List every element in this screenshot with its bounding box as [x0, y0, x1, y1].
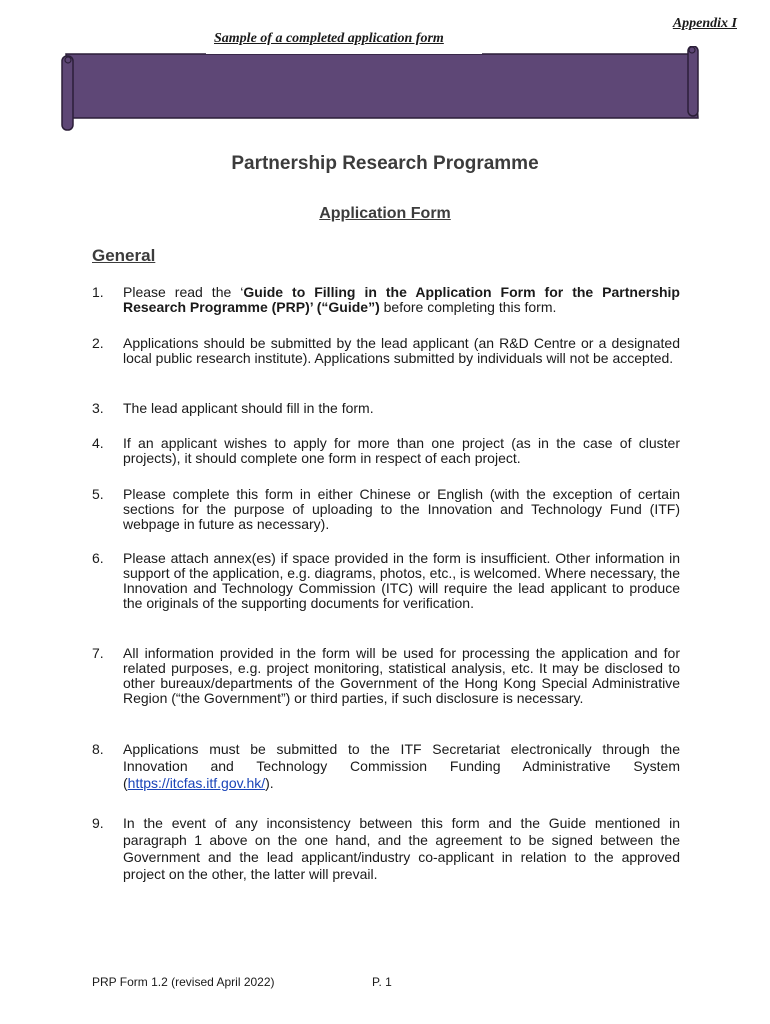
list-item [92, 646, 680, 706]
list-item [92, 487, 680, 532]
item-number: 5. [92, 486, 104, 502]
appendix-label: Appendix I [672, 16, 737, 31]
item-number: 4. [92, 435, 104, 451]
list-item [92, 741, 680, 792]
list-item [92, 336, 680, 366]
item-number: 1. [92, 284, 104, 300]
list-item [92, 551, 680, 611]
item-number: 7. [92, 645, 104, 661]
scroll-banner [56, 46, 706, 134]
item-number: 2. [92, 335, 104, 351]
item-text: In the event of any inconsistency between this form and the Guide mentioned in paragraph 1 above on the one hand, and the agreement to be signed between the Government and the lead applicant/industry co-applicant in relation to the approved project on the other, the latter will prevail. [123, 815, 680, 882]
list-item [92, 436, 680, 466]
item-text: Please complete this form in either Chinese or English (with the exception of certain sections for the purpose of uploading to the Innovation and Technology Fund (ITF) webpage in future as necessary). [123, 486, 680, 532]
item-text: Applications must be submitted to the ITF Secretariat electronically through the Innovation and Technology Commission Funding Administrative System (https://itcfas.itf.gov.hk/). [123, 741, 680, 791]
item-number: 8. [92, 741, 104, 757]
page-number: P. 1 [372, 975, 392, 989]
item-text: All information provided in the form will be used for processing the application and for related purposes, e.g. project monitoring, statistical analysis, etc. It may be disclosed to other bureaux/departments of the Government of the Hong Kong Special Administrative Region (“the Government”) or third parties, if such disclosure is necessary. [123, 645, 680, 706]
list-item [92, 815, 680, 883]
form-version: PRP Form 1.2 (revised April 2022) [92, 975, 275, 989]
item-text: Applications should be submitted by the lead applicant (an R&D Centre or a designated local public research institute). Applications submitted by individuals will not be accepted. [123, 335, 680, 366]
item-text: Please read the ‘Guide to Filling in the Application Form for the Partnership Research Programme (PRP)’ (“Guide”) before completing this form. [123, 284, 680, 315]
item-number: 6. [92, 550, 104, 566]
form-subtitle: Application Form [319, 205, 451, 222]
list-item [92, 401, 680, 416]
item-text: The lead applicant should fill in the form. [123, 400, 374, 416]
sample-note: Sample of a completed application form [214, 31, 444, 46]
item-text: If an applicant wishes to apply for more than one project (as in the case of cluster projects), it should complete one form in respect of each project. [123, 435, 680, 466]
item-number: 3. [92, 400, 104, 416]
section-heading-general: General [92, 246, 156, 265]
itcfas-link[interactable]: https://itcfas.itf.gov.hk/ [127, 775, 266, 791]
page-title: Partnership Research Programme [231, 153, 539, 174]
list-item [92, 285, 680, 315]
item-text: Please attach annex(es) if space provided in the form is insufficient. Other information in support of the application, e.g. diagrams, photos, etc., is welcomed. Where necessary, the Innovation and Technology Commission (ITC) will require the lead applicant to produce the originals of the supporting documents for verification. [123, 550, 680, 611]
item-number: 9. [92, 815, 104, 831]
